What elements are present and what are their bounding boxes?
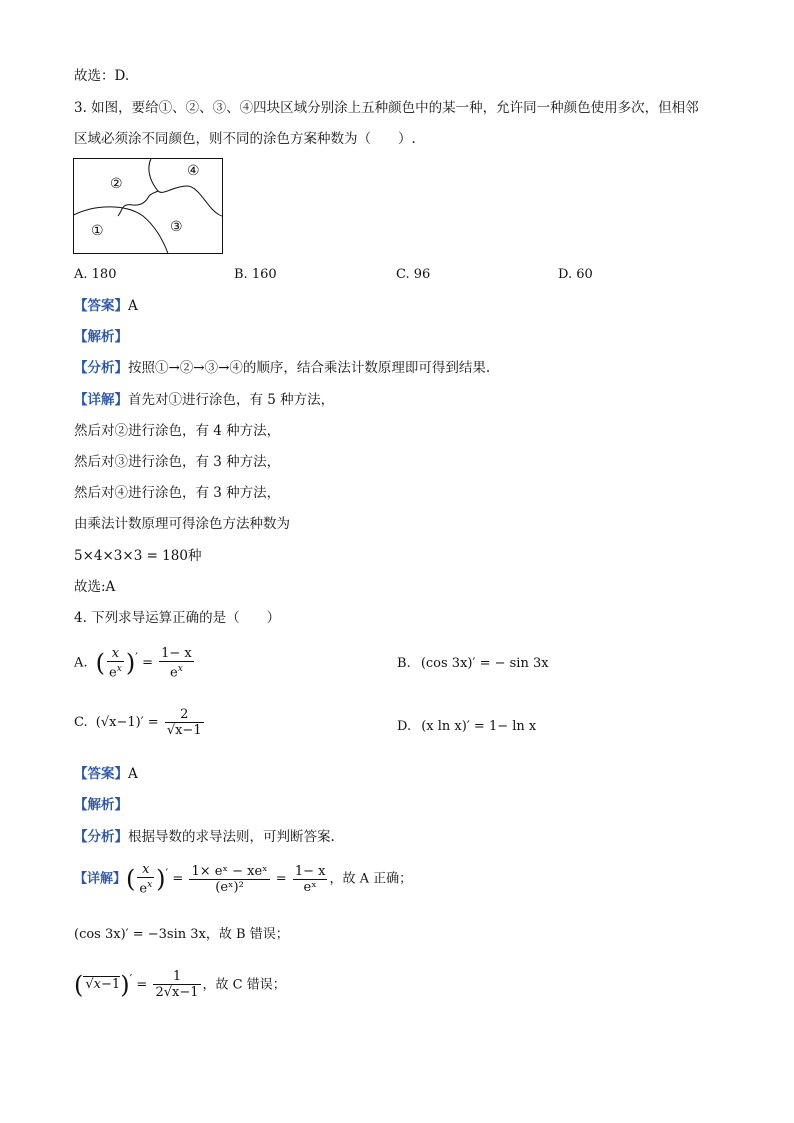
q4-option-d xyxy=(397,719,536,734)
region-1-label: ① xyxy=(91,223,104,239)
q3-xiangjie-2: 然后对②进行涂色，有 4 种方法， xyxy=(74,423,281,439)
xa-lhs-den-sup: x xyxy=(147,880,153,890)
xiangjie-text: 首先对①进行涂色，有 5 种方法， xyxy=(128,392,335,408)
frac-num: x xyxy=(107,646,124,662)
answer-tag: 【答案】 xyxy=(74,766,128,782)
xa-rhs-num: 1− x xyxy=(294,863,326,879)
q3-option-a: A. 180 xyxy=(74,267,117,282)
xc-num: 1 xyxy=(153,969,200,985)
fenxi-text: 根据导数的求导法则，可判断答案. xyxy=(128,829,335,845)
option-c-den: √x−1 xyxy=(166,723,202,738)
xa-mid-den: (eˣ)² xyxy=(215,879,244,895)
q3-xiangjie-5: 由乘法计数原理可得涂色方法种数为 xyxy=(74,516,290,532)
q4-option-b xyxy=(397,656,549,671)
region-4-label: ④ xyxy=(187,163,200,179)
question-4-text: 4. 下列求导运算正确的是（ ） xyxy=(74,610,281,626)
xc-den: 2√x−1 xyxy=(155,985,199,1001)
xa-tail: ，故 A 正确； xyxy=(329,871,413,887)
answer-value: A xyxy=(128,766,138,782)
option-c-num: 2 xyxy=(165,707,204,723)
q3-xiangjie-7: 故选:A xyxy=(74,579,116,595)
q4-xiangjie-c: ( √x−1)′ = $\frac{1}{2√x-1}$ ，故 C 错误； xyxy=(74,969,286,1001)
region-3-label: ③ xyxy=(170,219,183,235)
q3-analysis-tag: 【解析】 xyxy=(74,329,128,345)
xb-expr: (cos 3x)′ = −3sin 3x xyxy=(74,927,206,942)
q4-option-a: A. ( $\frac{x}{e^x}$ )′ = $\frac{1- x}{e^x}$ xyxy=(74,646,192,681)
option-d-label: D. xyxy=(397,719,412,734)
xa-lhs-num: x xyxy=(137,862,154,878)
q3-option-d: D. 60 xyxy=(558,267,593,282)
q4-option-c xyxy=(74,707,206,738)
question-3-text-2: 区域必须涂不同颜色，则不同的涂色方案种数为（ ）. xyxy=(74,131,416,147)
q3-option-b: B. 160 xyxy=(234,267,277,282)
option-b-label: B. xyxy=(397,656,411,671)
q4-xiangjie-a: 【详解】( $\frac{x}{e^x}$ )′ = $\frac{\text{1× eˣ − xeˣ}}{\text{(eˣ)²}}$ = $\frac{1- x}{\text{eˣ}}$ ，故 A 正确； xyxy=(74,862,413,897)
answer-tag: 【答案】 xyxy=(74,298,128,314)
option-d-expr: (x ln x)′ = 1− ln x xyxy=(421,719,537,734)
option-b-expr: (cos 3x)′ = − sin 3x xyxy=(420,656,549,671)
q4-analysis-tag: 【解析】 xyxy=(74,797,128,813)
q3-xiangjie-6: 5×4×3×3 = 180种 xyxy=(74,548,202,564)
option-c-lhs: (√x−1)′ = xyxy=(95,715,159,730)
fenxi-text: 按照①→②→③→④的顺序，结合乘法计数原理即可得到结果. xyxy=(128,360,491,376)
fenxi-tag: 【分析】 xyxy=(74,360,128,376)
frac-den: e xyxy=(109,665,117,681)
question-3-text-1: 3. 如图，要给①、②、③、④四块区域分别涂上五种颜色中的某一种，允许同一种颜色使用多次，但相邻 xyxy=(74,100,699,116)
option-c-label: C. xyxy=(74,715,88,730)
answer-value: A xyxy=(128,298,138,314)
xc-tail: ，故 C 错误； xyxy=(202,977,286,993)
q3-xiangjie-1 xyxy=(74,391,334,409)
rhs-den: e xyxy=(170,665,178,681)
q3-xiangjie-4: 然后对④进行涂色，有 3 种方法， xyxy=(74,485,281,501)
rhs-num: 1− x xyxy=(161,646,192,661)
q3-answer xyxy=(74,297,138,315)
fenxi-tag: 【分析】 xyxy=(74,829,128,845)
q4-xiangjie-b xyxy=(74,926,289,944)
xiangjie-tag: 【详解】 xyxy=(74,392,128,408)
frac-den-sup: x xyxy=(116,664,122,674)
line-guxuan-d: 故选：D. xyxy=(74,68,130,84)
q3-xiangjie-3: 然后对③进行涂色，有 3 种方法， xyxy=(74,454,281,470)
xiangjie-tag: 【详解】 xyxy=(74,871,127,887)
q3-option-c: C. 96 xyxy=(396,267,431,282)
xb-tail: ，故 B 错误； xyxy=(205,927,289,942)
option-a-label: A. xyxy=(74,655,88,671)
q3-fenxi xyxy=(74,359,490,377)
q4-fenxi xyxy=(74,828,335,846)
region-2-label: ② xyxy=(110,176,123,192)
region-diagram xyxy=(73,158,223,254)
xa-mid-num: 1× eˣ − xeˣ xyxy=(191,863,268,879)
q4-answer xyxy=(74,765,138,783)
rhs-den-sup: x xyxy=(177,664,183,674)
xa-lhs-den: e xyxy=(139,881,148,897)
xa-rhs-den: eˣ xyxy=(303,879,317,895)
